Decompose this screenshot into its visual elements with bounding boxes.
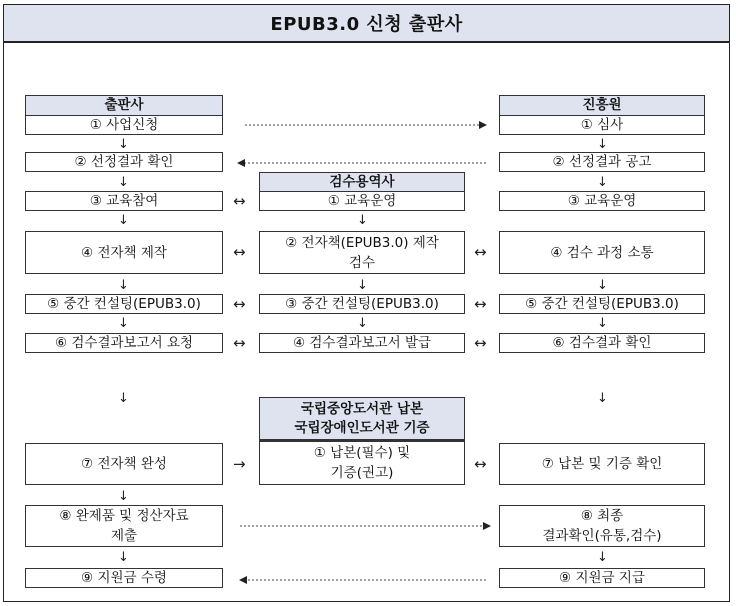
agency-step-3: ③ 교육운영 [499, 191, 705, 211]
publisher-step-1: ① 사업신청 [25, 115, 223, 135]
bidirectional-arrow: ↔ [474, 295, 487, 313]
inspector-step-2-line1: ② 전자책(EPUB3.0) 제작 [285, 234, 439, 251]
down-arrow: ↓ [597, 278, 608, 293]
publisher-step-8-line1: ⑧ 완제품 및 정산자료 [59, 508, 189, 524]
bidirectional-arrow: ↔ [233, 243, 246, 261]
publisher-step-7: ⑦ 전자책 완성 [25, 443, 223, 485]
agency-step-9: ⑨ 지원금 지급 [499, 568, 705, 588]
agency-step-5: ⑤ 중간 컨설팅(EPUB3.0) [499, 294, 705, 314]
inspector-step-3: ③ 중간 컨설팅(EPUB3.0) [259, 294, 465, 314]
publisher-step-5: ⑤ 중간 컨설팅(EPUB3.0) [25, 294, 223, 314]
down-arrow: ↓ [118, 175, 129, 190]
bidirectional-arrow: ↔ [233, 192, 246, 210]
down-arrow: ↓ [597, 137, 608, 152]
agency-step-7: ⑦ 납본 및 기증 확인 [499, 443, 705, 485]
inspector-step-4: ④ 검수결과보고서 발급 [259, 333, 465, 353]
down-arrow: ↓ [597, 175, 608, 190]
agency-step-2: ② 선정결과 공고 [499, 152, 705, 172]
down-arrow: ↓ [118, 137, 129, 152]
publisher-step-2: ② 선정결과 확인 [25, 152, 223, 172]
agency-step-1: ① 심사 [499, 115, 705, 135]
down-arrow: ↓ [597, 550, 608, 565]
publisher-step-8 [25, 505, 223, 547]
bidirectional-arrow: ↔ [474, 334, 487, 352]
library-step-1-line2: 기증(권고) [330, 465, 394, 481]
diagram-title: EPUB3.0 신청 출판사 [3, 4, 730, 42]
down-arrow: ↓ [118, 278, 129, 293]
down-arrow: ↓ [597, 316, 608, 331]
agency-step-6: ⑥ 검수결과 확인 [499, 333, 705, 353]
header-agency: 진흥원 [499, 95, 705, 116]
down-arrow: ↓ [118, 489, 129, 504]
agency-step-8-line2: 결과확인(유통,검수) [542, 528, 662, 544]
publisher-step-4: ④ 전자책 제작 [25, 231, 223, 274]
header-inspector: 검수용역사 [259, 172, 465, 192]
header-publisher: 출판사 [25, 95, 223, 116]
right-arrow: → [233, 455, 246, 473]
agency-step-4: ④ 검수 과정 소통 [499, 231, 705, 274]
publisher-step-6: ⑥ 검수결과보고서 요청 [25, 333, 223, 353]
library-step-1 [259, 441, 465, 485]
down-arrow: ↓ [357, 213, 368, 228]
bidirectional-arrow: ↔ [233, 295, 246, 313]
down-arrow: ↓ [118, 550, 129, 565]
header-library-line1: 국립중앙도서관 납본 [300, 400, 424, 417]
down-arrow: ↓ [597, 391, 608, 406]
publisher-step-8-line2: 제출 [110, 528, 138, 544]
down-arrow: ↓ [118, 213, 129, 228]
bidirectional-arrow: ↔ [474, 455, 487, 473]
agency-step-8 [499, 505, 705, 547]
down-arrow: ↓ [357, 278, 368, 293]
agency-step-8-line1: ⑧ 최종 [580, 508, 624, 524]
inspector-step-2 [259, 231, 465, 274]
bidirectional-arrow: ↔ [233, 334, 246, 352]
bidirectional-arrow: ↔ [474, 243, 487, 261]
inspector-step-2-line2: 검수 [348, 254, 376, 271]
publisher-step-9: ⑨ 지원금 수령 [25, 568, 223, 588]
down-arrow: ↓ [357, 316, 368, 331]
down-arrow: ↓ [118, 316, 129, 331]
header-library-line2: 국립장애인도서관 기증 [294, 419, 430, 436]
library-step-1-line1: ① 납본(필수) 및 [313, 445, 411, 461]
inspector-step-1: ① 교육운영 [259, 191, 465, 211]
header-library [259, 397, 465, 441]
publisher-step-3: ③ 교육참여 [25, 191, 223, 211]
down-arrow: ↓ [118, 391, 129, 406]
